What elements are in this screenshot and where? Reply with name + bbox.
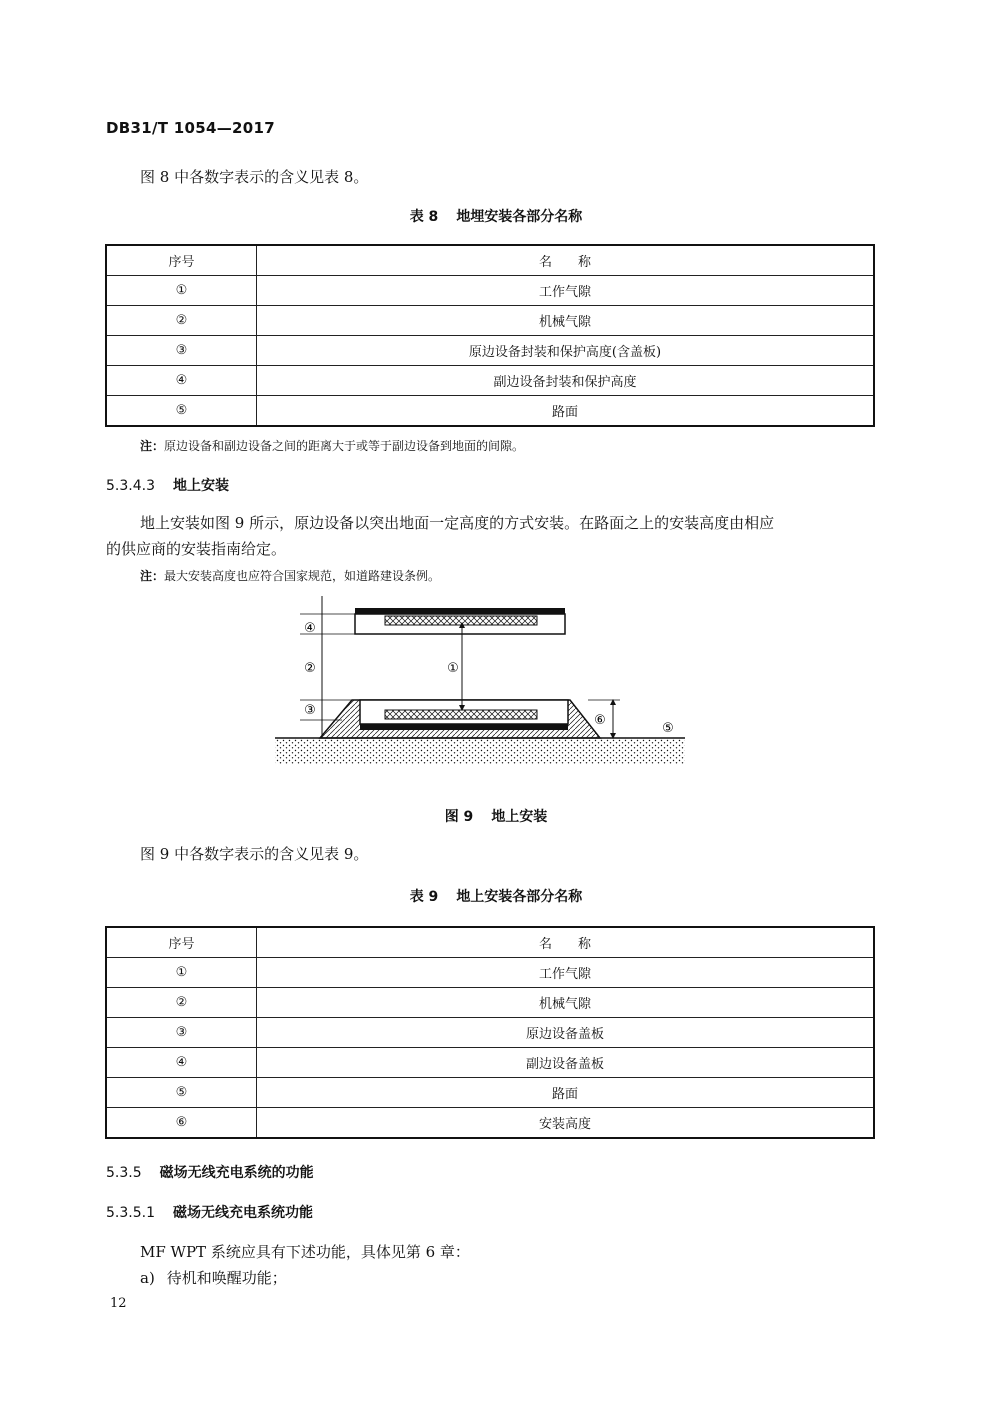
label-1: ① (447, 661, 459, 676)
list-item-text: 待机和唤醒功能； (166, 1269, 287, 1287)
table9-caption-number: 表 9 (409, 889, 439, 905)
table9 (105, 926, 875, 1139)
figure9-caption (0, 806, 992, 826)
table8-cell-index: ⑤ (106, 396, 257, 427)
table8-cell-name: 原边设备封装和保护高度(含盖板) (257, 336, 875, 366)
table8-caption (0, 206, 992, 226)
figure9-reference-paragraph: 图 9 中各数字表示的含义见表 9。 (140, 845, 369, 863)
table-row (106, 1108, 874, 1139)
table8-note (140, 437, 524, 454)
table-row (106, 1078, 874, 1108)
table8-cell-index: ② (106, 306, 257, 336)
table9-header-index: 序号 (106, 927, 257, 958)
above-ground-paragraph-line1: 地上安装如图 9 所示，原边设备以突出地面一定高度的方式安装。在路面之上的安装高度由相应 (140, 514, 775, 532)
figure9-above-ground-installation-diagram (270, 594, 690, 766)
primary-cover-plate (360, 724, 568, 730)
section-title: 磁场无线充电系统的功能 (159, 1165, 314, 1181)
section-title: 地上安装 (172, 478, 229, 494)
list-item (140, 1265, 287, 1291)
table9-cell-index: ⑤ (106, 1078, 257, 1108)
table-row (106, 988, 874, 1018)
list-item-marker: a) (140, 1269, 155, 1287)
table8-header-row (106, 245, 874, 276)
section-5-3-5-heading (106, 1162, 314, 1182)
table-row (106, 306, 874, 336)
table9-cell-name: 副边设备盖板 (257, 1048, 875, 1078)
table9-cell-name: 路面 (257, 1078, 875, 1108)
table8 (105, 244, 875, 427)
table9-cell-name: 机械气隙 (257, 988, 875, 1018)
table-row (106, 336, 874, 366)
ground-soil (275, 738, 685, 764)
section-number: 5.3.5 (106, 1165, 142, 1181)
table8-cell-index: ④ (106, 366, 257, 396)
figure9-caption-number: 图 9 (444, 809, 474, 825)
label-3: ③ (304, 703, 316, 718)
table9-cell-name: 工作气隙 (257, 958, 875, 988)
secondary-cover-plate (355, 608, 565, 614)
table9-cell-index: ① (106, 958, 257, 988)
document-code-header: DB31/T 1054—2017 (106, 119, 275, 137)
above-ground-note-text: 最大安装高度也应符合国家规范，如道路建设条例。 (164, 569, 441, 583)
table-row (106, 366, 874, 396)
table9-cell-index: ⑥ (106, 1108, 257, 1139)
section-5-3-5-1-heading (106, 1202, 313, 1222)
label-4: ④ (304, 621, 316, 636)
functions-paragraph: MF WPT 系统应具有下述功能，具体见第 6 章： (140, 1243, 470, 1261)
section-number: 5.3.4.3 (106, 478, 155, 494)
table8-cell-name: 机械气隙 (257, 306, 875, 336)
table9-header-name: 名 称 (257, 927, 875, 958)
section-number: 5.3.5.1 (106, 1205, 155, 1221)
page-number: 12 (110, 1296, 127, 1311)
table8-header-name: 名 称 (257, 245, 875, 276)
table9-caption-title: 地上安装各部分名称 (456, 889, 583, 905)
table8-cell-index: ① (106, 276, 257, 306)
figure8-reference-paragraph: 图 8 中各数字表示的含义见表 8。 (140, 168, 369, 186)
label-5: ⑤ (662, 721, 674, 736)
table9-cell-index: ④ (106, 1048, 257, 1078)
above-ground-note-label: 注： (140, 569, 165, 583)
table8-cell-name: 工作气隙 (257, 276, 875, 306)
label-6: ⑥ (594, 713, 606, 728)
table-row (106, 1018, 874, 1048)
label-2: ② (304, 661, 316, 676)
table-row (106, 1048, 874, 1078)
above-ground-paragraph-line2: 的供应商的安装指南给定。 (106, 540, 287, 558)
figure9-caption-title: 地上安装 (491, 809, 548, 825)
table8-caption-title: 地埋安装各部分名称 (456, 209, 583, 225)
table8-caption-number: 表 8 (409, 209, 439, 225)
table8-note-text: 原边设备和副边设备之间的距离大于或等于副边设备到地面的间隙。 (164, 439, 525, 453)
table9-header-row (106, 927, 874, 958)
primary-coil (385, 710, 537, 719)
table9-cell-index: ③ (106, 1018, 257, 1048)
table9-cell-name: 原边设备盖板 (257, 1018, 875, 1048)
table8-note-label: 注： (140, 439, 165, 453)
table8-cell-name: 副边设备封装和保护高度 (257, 366, 875, 396)
table-row (106, 958, 874, 988)
table9-caption (0, 886, 992, 906)
table9-cell-name: 安装高度 (257, 1108, 875, 1139)
table9-cell-index: ② (106, 988, 257, 1018)
section-title: 磁场无线充电系统功能 (172, 1205, 313, 1221)
above-ground-note (140, 567, 440, 584)
section-5-3-4-3-heading (106, 475, 229, 495)
secondary-coil (385, 616, 537, 625)
table-row (106, 276, 874, 306)
table8-cell-name: 路面 (257, 396, 875, 427)
table-row (106, 396, 874, 427)
table8-header-index: 序号 (106, 245, 257, 276)
table8-cell-index: ③ (106, 336, 257, 366)
